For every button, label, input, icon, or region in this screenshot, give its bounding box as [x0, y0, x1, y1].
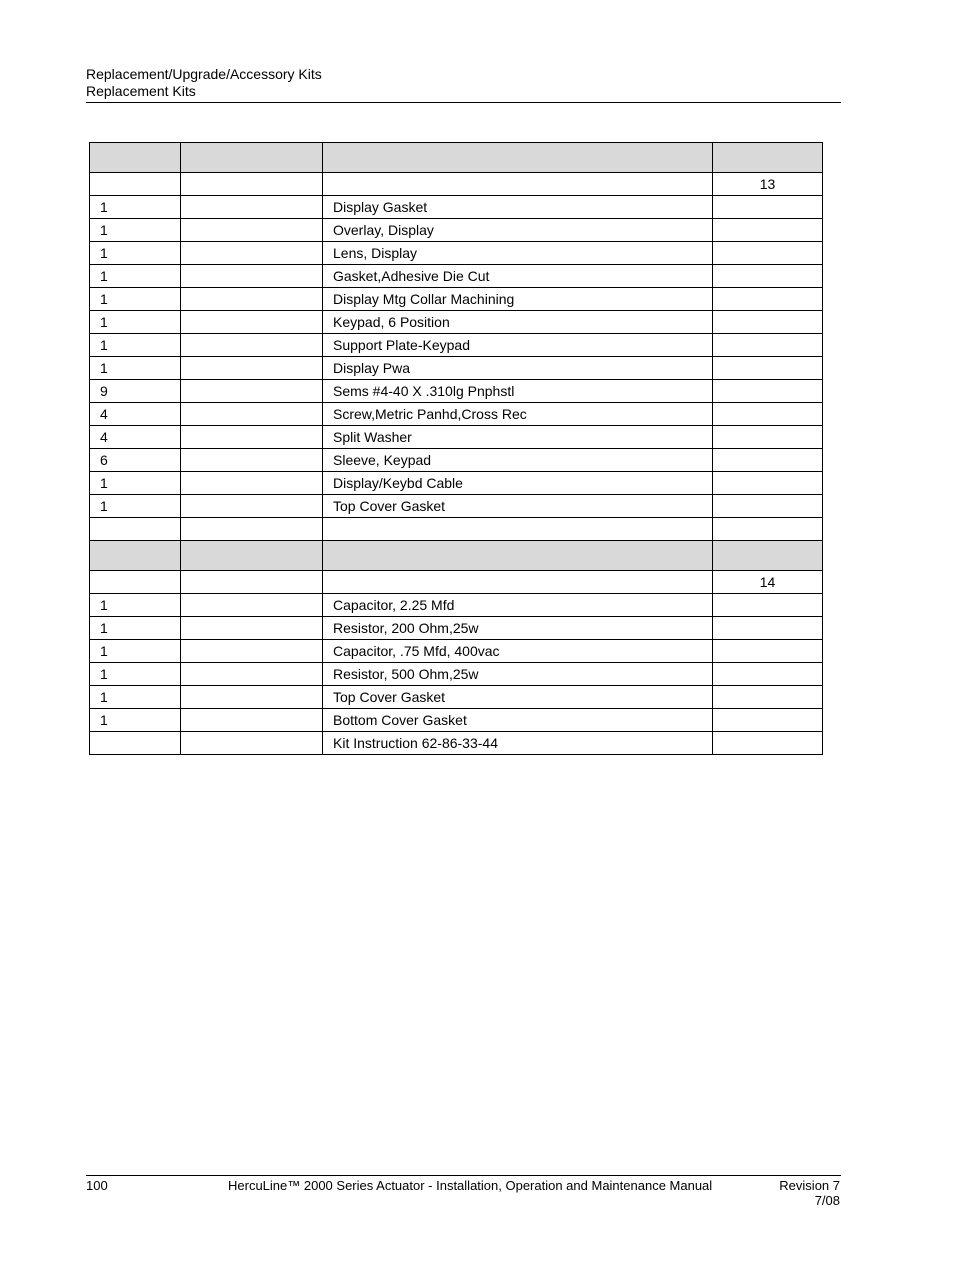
qty-cell: 1 — [90, 472, 181, 495]
qty-cell: 6 — [90, 449, 181, 472]
table-row — [90, 426, 823, 449]
qty-cell: 1 — [90, 617, 181, 640]
manual-title: HercuLine™ 2000 Series Actuator - Installation, Operation and Maintenance Manual — [228, 1178, 713, 1193]
qty-cell: 1 — [90, 640, 181, 663]
description-cell: Resistor, 200 Ohm,25w — [323, 617, 713, 640]
qty-cell: 1 — [90, 663, 181, 686]
spacer-row — [90, 518, 823, 541]
table-row — [90, 663, 823, 686]
table-row — [90, 449, 823, 472]
description-cell: Display Mtg Collar Machining — [323, 288, 713, 311]
table-row — [90, 196, 823, 219]
header-section-title: Replacement/Upgrade/Accessory Kits — [86, 66, 322, 82]
page-header — [86, 66, 841, 100]
description-cell: Kit Instruction 62-86-33-44 — [323, 732, 713, 755]
description-cell: Sleeve, Keypad — [323, 449, 713, 472]
kit-ref-row — [90, 173, 823, 196]
header-subsection-title: Replacement Kits — [86, 83, 196, 99]
qty-cell: 1 — [90, 594, 181, 617]
description-cell: Screw,Metric Panhd,Cross Rec — [323, 403, 713, 426]
table-row — [90, 380, 823, 403]
qty-cell: 1 — [90, 495, 181, 518]
qty-cell: 1 — [90, 242, 181, 265]
qty-cell: 4 — [90, 403, 181, 426]
qty-cell: 1 — [90, 219, 181, 242]
description-cell: Display Gasket — [323, 196, 713, 219]
table-row — [90, 472, 823, 495]
qty-cell: 1 — [90, 334, 181, 357]
description-cell: Top Cover Gasket — [323, 686, 713, 709]
description-cell: Top Cover Gasket — [323, 495, 713, 518]
qty-cell: 1 — [90, 265, 181, 288]
revision-date: 7/08 — [814, 1193, 840, 1208]
table-header-row — [90, 143, 823, 173]
description-cell: Capacitor, 2.25 Mfd — [323, 594, 713, 617]
description-cell: Split Washer — [323, 426, 713, 449]
header-divider — [86, 102, 841, 103]
table-row — [90, 288, 823, 311]
description-cell: Keypad, 6 Position — [323, 311, 713, 334]
table-row — [90, 219, 823, 242]
revision-info — [779, 1178, 840, 1208]
table-row — [90, 495, 823, 518]
kit-ref-number: 13 — [713, 173, 823, 196]
description-cell: Display/Keybd Cable — [323, 472, 713, 495]
revision-label: Revision 7 — [779, 1178, 840, 1193]
qty-cell: 9 — [90, 380, 181, 403]
description-cell: Capacitor, .75 Mfd, 400vac — [323, 640, 713, 663]
table-row — [90, 686, 823, 709]
table-header-row — [90, 541, 823, 571]
description-cell: Support Plate-Keypad — [323, 334, 713, 357]
description-cell: Resistor, 500 Ohm,25w — [323, 663, 713, 686]
description-cell: Gasket,Adhesive Die Cut — [323, 265, 713, 288]
replacement-kits-table — [89, 142, 823, 755]
table-row — [90, 242, 823, 265]
description-cell: Overlay, Display — [323, 219, 713, 242]
description-cell: Display Pwa — [323, 357, 713, 380]
table-row — [90, 594, 823, 617]
qty-cell: 1 — [90, 357, 181, 380]
description-cell: Lens, Display — [323, 242, 713, 265]
qty-cell: 4 — [90, 426, 181, 449]
qty-cell: 1 — [90, 196, 181, 219]
footer-divider — [86, 1175, 841, 1176]
qty-cell: 1 — [90, 686, 181, 709]
description-cell: Bottom Cover Gasket — [323, 709, 713, 732]
qty-cell: 1 — [90, 311, 181, 334]
table-row — [90, 640, 823, 663]
table-row — [90, 265, 823, 288]
qty-cell — [90, 732, 181, 755]
table-row — [90, 334, 823, 357]
table-row — [90, 357, 823, 380]
qty-cell: 1 — [90, 709, 181, 732]
table-row — [90, 709, 823, 732]
table-row — [90, 732, 823, 755]
table-row — [90, 403, 823, 426]
kit-ref-number: 14 — [713, 571, 823, 594]
table-row — [90, 617, 823, 640]
table-row — [90, 311, 823, 334]
page-number: 100 — [86, 1178, 108, 1193]
qty-cell: 1 — [90, 288, 181, 311]
description-cell: Sems #4-40 X .310lg Pnphstl — [323, 380, 713, 403]
kit-ref-row — [90, 571, 823, 594]
